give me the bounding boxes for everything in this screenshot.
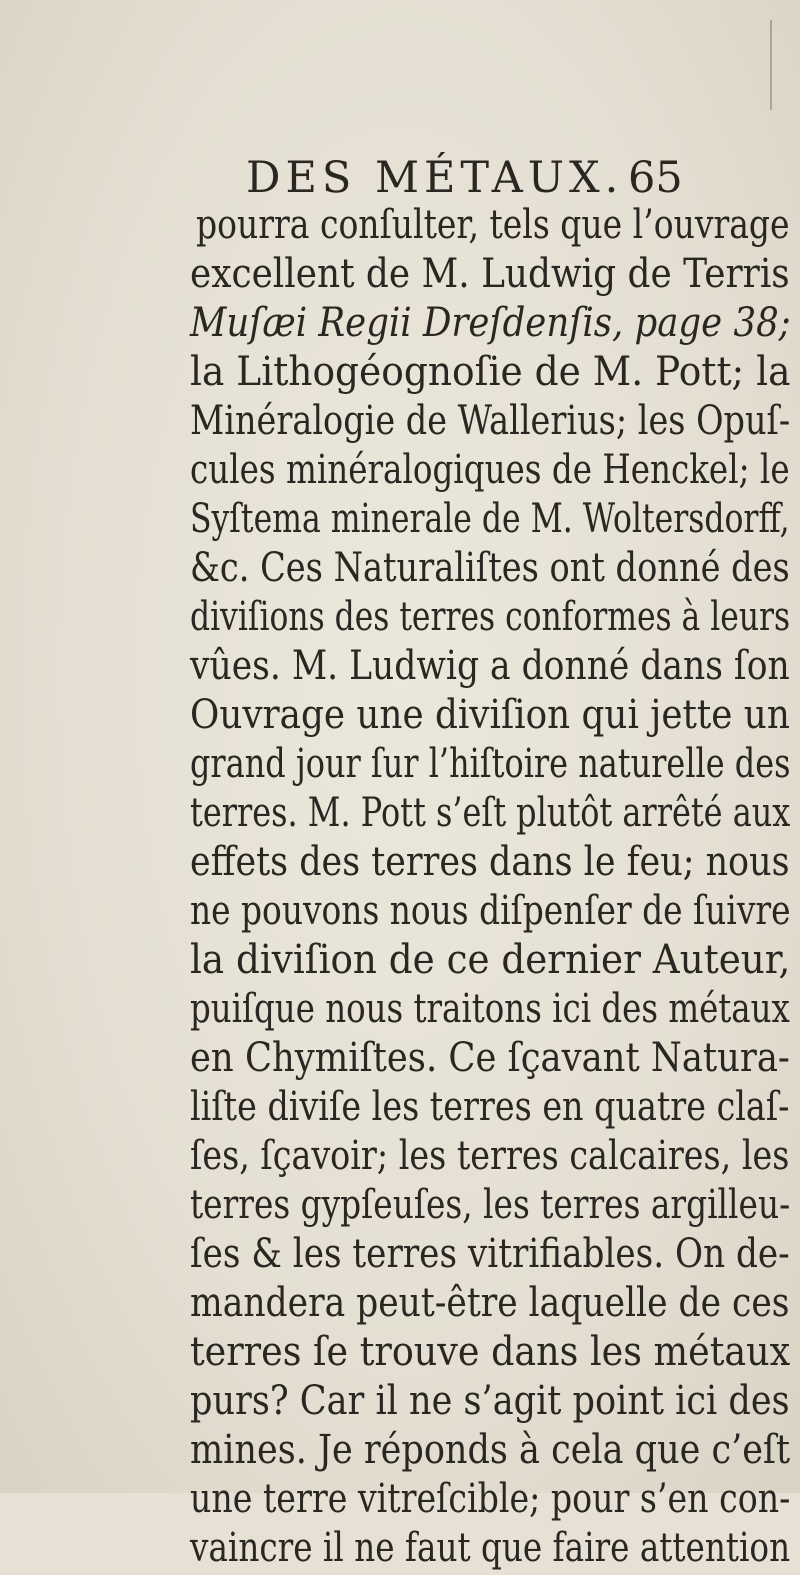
page-edge-mark	[770, 20, 772, 110]
text-line: vaincre il ne faut que faire attention	[190, 1525, 791, 1571]
text-line: cules minéralogiques de Henckel; le	[190, 447, 790, 493]
text-line: liſte diviſe les terres en quatre claſ-	[190, 1084, 790, 1130]
text-line: la Lithogéognoſie de M. Pott; la	[190, 349, 791, 395]
text-line: Syſtema minerale de M. Woltersdorff,	[190, 496, 790, 542]
text-line: Muſæi Regii Dreſdenſis, page 38;	[190, 300, 791, 346]
text-line: diviſions des terres conformes à leurs	[190, 594, 791, 640]
text-line: mandera peut-être laquelle de ces	[190, 1280, 790, 1326]
text-line: ſes & les terres vitrifiables. On de-	[190, 1231, 790, 1277]
text-line: une terre vitreſcible; pour s’en con-	[190, 1476, 791, 1522]
text-line: Ouvrage une diviſion qui jette un	[190, 692, 790, 738]
text-line: effets des terres dans le feu; nous	[190, 839, 790, 885]
text-line: terres. M. Pott s’eſt plutôt arrêté aux	[190, 790, 791, 836]
text-line: terres gypſeuſes, les terres argilleu-	[190, 1182, 791, 1228]
text-line: ne pouvons nous diſpenſer de ſuivre	[190, 888, 791, 934]
running-head-title: DES MÉTAUX.	[246, 153, 624, 203]
text-line: terres ſe trouve dans les métaux	[190, 1329, 791, 1375]
text-line: la diviſion de ce dernier Auteur,	[190, 937, 791, 983]
text-line: en Chymiſtes. Ce ſçavant Natura-	[190, 1035, 790, 1081]
text-line: purs? Car il ne s’agit point ici des	[190, 1378, 790, 1424]
page-number: 65	[628, 153, 683, 203]
text-line: excellent de M. Ludwig de Terris	[190, 251, 790, 297]
text-line: pourra conſulter, tels que l’ouvrage	[196, 202, 790, 248]
text-line: vûes. M. Ludwig a donné dans ſon	[190, 643, 790, 689]
text-line: grand jour ſur l’hiſtoire naturelle des	[190, 741, 791, 787]
text-line: Minéralogie de Wallerius; les Opuſ-	[190, 398, 791, 444]
text-line: &c. Ces Naturaliſtes ont donné des	[190, 545, 790, 591]
text-line: mines. Je réponds à cela que c’eſt	[190, 1427, 791, 1473]
text-line: ſes, ſçavoir; les terres calcaires, les	[190, 1133, 790, 1179]
text-line: puiſque nous traitons ici des métaux	[190, 986, 790, 1032]
